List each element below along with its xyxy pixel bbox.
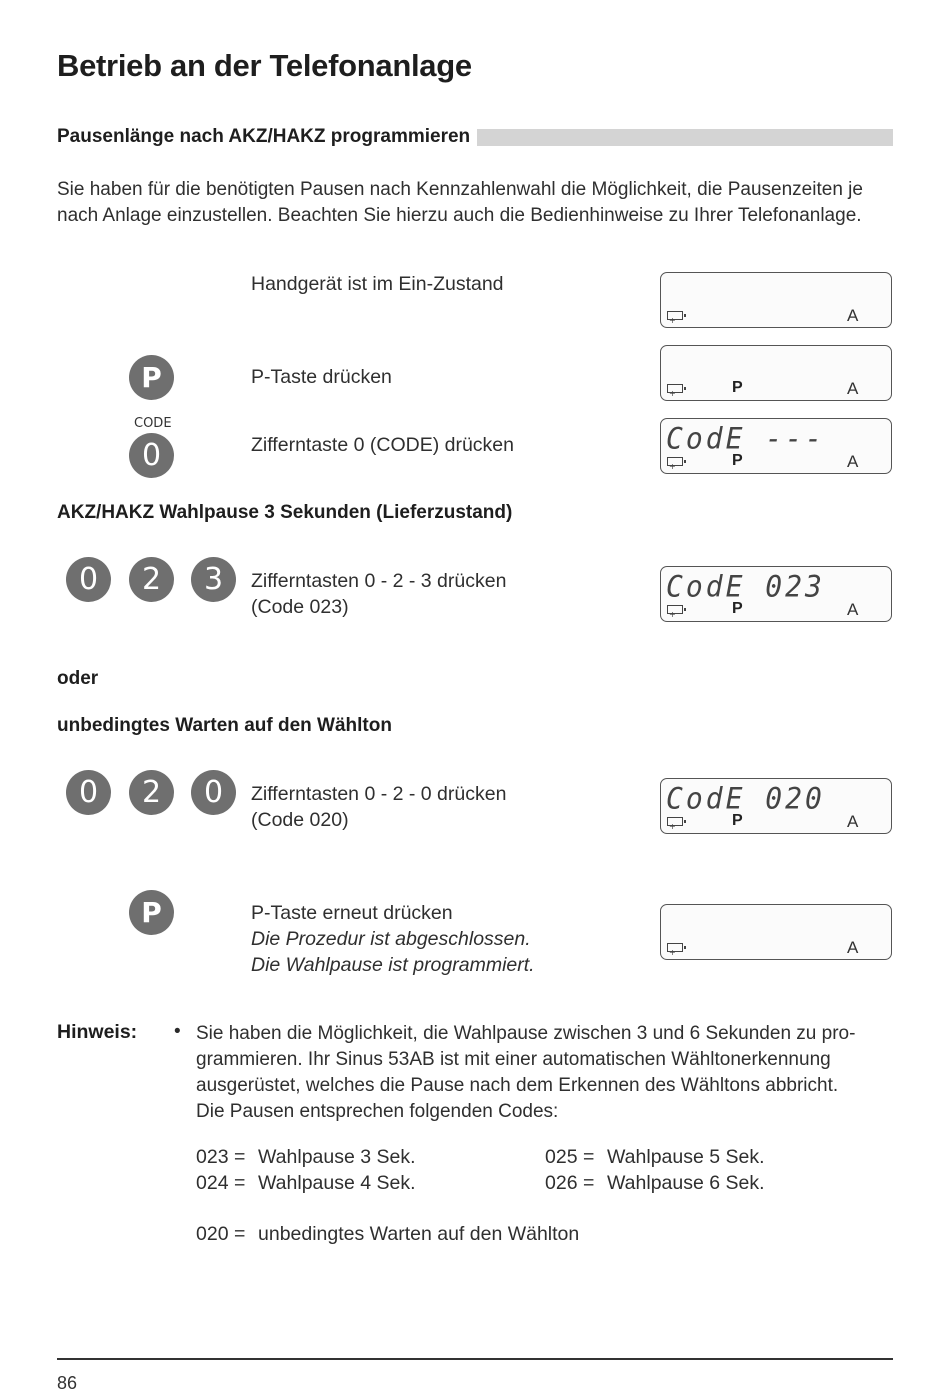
step-3-text: Zifferntaste 0 (CODE) drücken (251, 434, 514, 456)
digit-0-key-icon: 0 (129, 433, 174, 478)
step-6-text: P-Taste erneut drücken Die Prozedur ist abgeschlossen. Die Wahlpause ist programmiert. (251, 902, 535, 976)
intro-paragraph: Sie haben für die benötigten Pausen nach Kennzahlenwahl die Möglichkeit, die Pausenzeiten je nach Anlage einzustellen. Beachten Sie hierzu auch die Bedienhinweise zu Ihrer Telefonanlage. (57, 179, 863, 226)
battery-icon: − + (667, 605, 683, 614)
or-label: oder (57, 668, 99, 689)
section-heading-label: Pausenlänge nach AKZ/HAKZ programmieren (57, 126, 471, 147)
step-4-text: Zifferntasten 0 - 2 - 3 drücken (Code 023) (251, 570, 507, 618)
hinweis-label: Hinweis: (57, 1021, 138, 1043)
lcd-display-4 (660, 566, 892, 622)
lcd-p-indicator: P (732, 600, 743, 617)
lcd-a-indicator: A (847, 600, 859, 619)
code-020: 020 = unbedingtes Warten auf den Wählton (196, 1223, 580, 1245)
digit-3-key-icon: 3 (191, 557, 236, 602)
battery-icon: − + (667, 817, 683, 826)
lcd-display-5 (660, 778, 892, 834)
lcd-a-indicator: A (847, 306, 859, 325)
lcd-p-indicator: P (732, 452, 743, 469)
digit-2-key-icon: 2 (129, 557, 174, 602)
bullet: • (174, 1021, 181, 1042)
lcd-segment-text: CodE 020 (666, 781, 825, 816)
battery-icon: − + (667, 943, 683, 952)
page-number: 86 (57, 1373, 78, 1393)
lcd-segment-text: CodE --- (666, 421, 825, 456)
lcd-display-1 (660, 272, 892, 328)
lcd-a-indicator: A (847, 938, 859, 957)
battery-icon: − + (667, 311, 683, 320)
footer-divider (57, 1358, 893, 1360)
subheading-default-pause: AKZ/HAKZ Wahlpause 3 Sekunden (Lieferzustand) (57, 502, 513, 523)
p-key-icon: P (129, 890, 174, 935)
code-024: 024 = Wahlpause 4 Sek. (196, 1172, 416, 1194)
step-2-text: P-Taste drücken (251, 366, 392, 388)
battery-icon: − + (667, 384, 683, 393)
digit-0-key-icon: 0 (66, 770, 111, 815)
page-title: Betrieb an der Telefonanlage (57, 48, 472, 83)
code-023: 023 = Wahlpause 3 Sek. (196, 1146, 416, 1168)
lcd-display-6 (660, 904, 892, 960)
lcd-segment-text: CodE 023 (666, 569, 825, 604)
lcd-p-indicator: P (732, 812, 743, 829)
digit-2-key-icon: 2 (129, 770, 174, 815)
lcd-a-indicator: A (847, 812, 859, 831)
lcd-display-2 (660, 345, 892, 401)
section-heading-bar (477, 129, 893, 146)
lcd-display-3 (660, 418, 892, 474)
code-026: 026 = Wahlpause 6 Sek. (545, 1172, 765, 1194)
hinweis-text: Sie haben die Möglichkeit, die Wahlpause zwischen 3 und 6 Sekunden zu pro- grammieren. Ihr Sinus 53AB ist mit einer automatischen Wähltonerkennung ausgerüstet, welches die Pause nach dem Erkennen des Wähltons abbricht. Die Pausen entsprechen folgenden Codes: (196, 1023, 856, 1122)
digit-0-key-icon: 0 (191, 770, 236, 815)
digit-0-key-icon: 0 (66, 557, 111, 602)
code-025: 025 = Wahlpause 5 Sek. (545, 1146, 765, 1168)
lcd-p-indicator: P (732, 379, 743, 396)
step-1-text: Handgerät ist im Ein-Zustand (251, 273, 504, 295)
code-key-label: CODE (134, 416, 172, 431)
p-key-icon: P (129, 355, 174, 400)
subheading-wait-dialtone: unbedingtes Warten auf den Wählton (57, 715, 392, 736)
battery-icon: − + (667, 457, 683, 466)
section-heading (57, 125, 893, 149)
lcd-a-indicator: A (847, 379, 859, 398)
step-5-text: Zifferntasten 0 - 2 - 0 drücken (Code 020) (251, 783, 507, 831)
lcd-a-indicator: A (847, 452, 859, 471)
